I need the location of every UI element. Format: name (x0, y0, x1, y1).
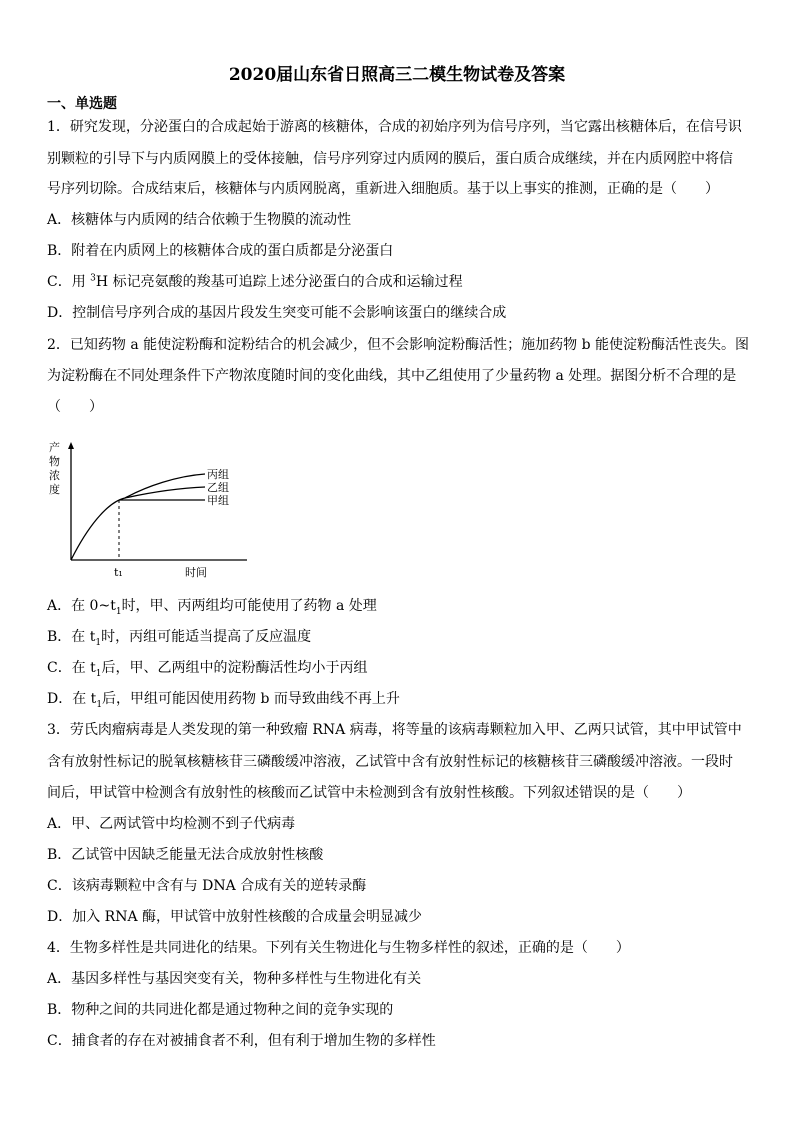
curve-bing (71, 474, 205, 560)
q2-option-a: A．在 $0\sim t_1$时，甲、丙两组均可能使用了药物 a 处理 (47, 598, 377, 617)
q2-stem-line2: 为淀粉酶在不同处理条件下产物浓度随时间的变化曲线，其中乙组使用了少量药物 a 处理。据图分析不合理的是 (47, 368, 737, 384)
q3-option-d: D．加入 RNA 酶，甲试管中放射性核酸的合成量会明显减少 (47, 909, 423, 925)
q1-stem-line3: 号序列切除。合成结束后，核糖体与内质网脱离，重新进入细胞质。基于以上事实的推测，正确的是（ ） (47, 181, 719, 197)
q2-option-d: D．在 $t_1$后，甲组可能因使用药物 b 而导致曲线不再上升 (47, 691, 400, 710)
q4-stem-line1: 4．生物多样性是共同进化的结果。下列有关生物进化与生物多样性的叙述，正确的是（ ） (47, 940, 630, 956)
q3-stem-line1: 3．劳氏肉瘤病毒是人类发现的第一种致瘤 RNA 病毒，将等量的该病毒颗粒加入甲、乙两只试管，其中甲试管中 (47, 722, 742, 738)
x-axis-label: 时间 (185, 566, 207, 579)
y-axis-label-char: 度 (49, 483, 60, 496)
y-axis-arrow (68, 442, 74, 449)
y-axis-label-char: 浓 (49, 469, 60, 482)
q3-option-b: B．乙试管中因缺乏能量无法合成放射性核酸 (47, 847, 324, 863)
q4-option-a: A．基因多样性与基因突变有关，物种多样性与生物进化有关 (47, 971, 422, 987)
q2-option-c: C．在 $t_1$后，甲、乙两组中的淀粉酶活性均小于丙组 (47, 660, 368, 679)
q2-option-b: B．在 $t_1$时，丙组可能适当提高了反应温度 (47, 629, 312, 648)
section-heading: 一、单选题 (47, 96, 117, 112)
label-yi: 乙组 (207, 481, 229, 494)
q3-option-c: C．该病毒颗粒中含有与 DNA 合成有关的逆转录酶 (47, 878, 367, 894)
label-bing: 丙组 (207, 468, 229, 481)
q1-option-a: A．核糖体与内质网的结合依赖于生物膜的流动性 (47, 212, 352, 228)
q1-stem-line2: 别颗粒的引导下与内质网膜上的受体接触，信号序列穿过内质网的膜后，蛋白质合成继续，并在内质网腔中将信 (47, 151, 733, 167)
t1-tick-label: t₁ (114, 566, 123, 579)
y-axis-label-char: 产 (49, 441, 60, 454)
q1-option-d: D．控制信号序列合成的基因片段发生突变可能不会影响该蛋白的继续合成 (47, 305, 507, 321)
page-title: 2020届山东省日照高三二模生物试卷及答案 (228, 65, 566, 85)
y-axis-label-char: 物 (49, 455, 60, 468)
reaction-curve-figure (47, 440, 257, 582)
q4-option-b: B．物种之间的共同进化都是通过物种之间的竞争实现的 (47, 1002, 394, 1018)
q4-option-c: C．捕食者的存在对被捕食者不利，但有利于增加生物的多样性 (47, 1033, 436, 1049)
q2-stem-line1: 2．已知药物 a 能使淀粉酶和淀粉结合的机会减少，但不会影响淀粉酶活性；施加药物 b 能使淀粉酶活性丧失。图 (47, 337, 750, 353)
q3-stem-line3: 间后，甲试管中检测含有放射性的核酸而乙试管中未检测到含有放射性核酸。下列叙述错误的是（ ） (47, 785, 691, 801)
label-jia: 甲组 (207, 494, 229, 507)
q1-stem-line1: 1．研究发现，分泌蛋白的合成起始于游离的核糖体，合成的初始序列为信号序列，当它露出核糖体后，在信号识 (47, 119, 742, 135)
q1-option-c: C．用 $^3$H 标记亮氨酸的羧基可追踪上述分泌蛋白的合成和运输过程 (47, 273, 463, 290)
q1-option-b: B．附着在内质网上的核糖体合成的蛋白质都是分泌蛋白 (47, 243, 394, 259)
q3-option-a: A．甲、乙两试管中均检测不到子代病毒 (47, 816, 296, 832)
q3-stem-line2: 含有放射性标记的脱氧核糖核苷三磷酸缓冲溶液，乙试管中含有放射性标记的核糖核苷三磷酸缓冲溶液。一段时 (47, 754, 733, 770)
q2-stem-line3: （ ） (47, 399, 103, 415)
